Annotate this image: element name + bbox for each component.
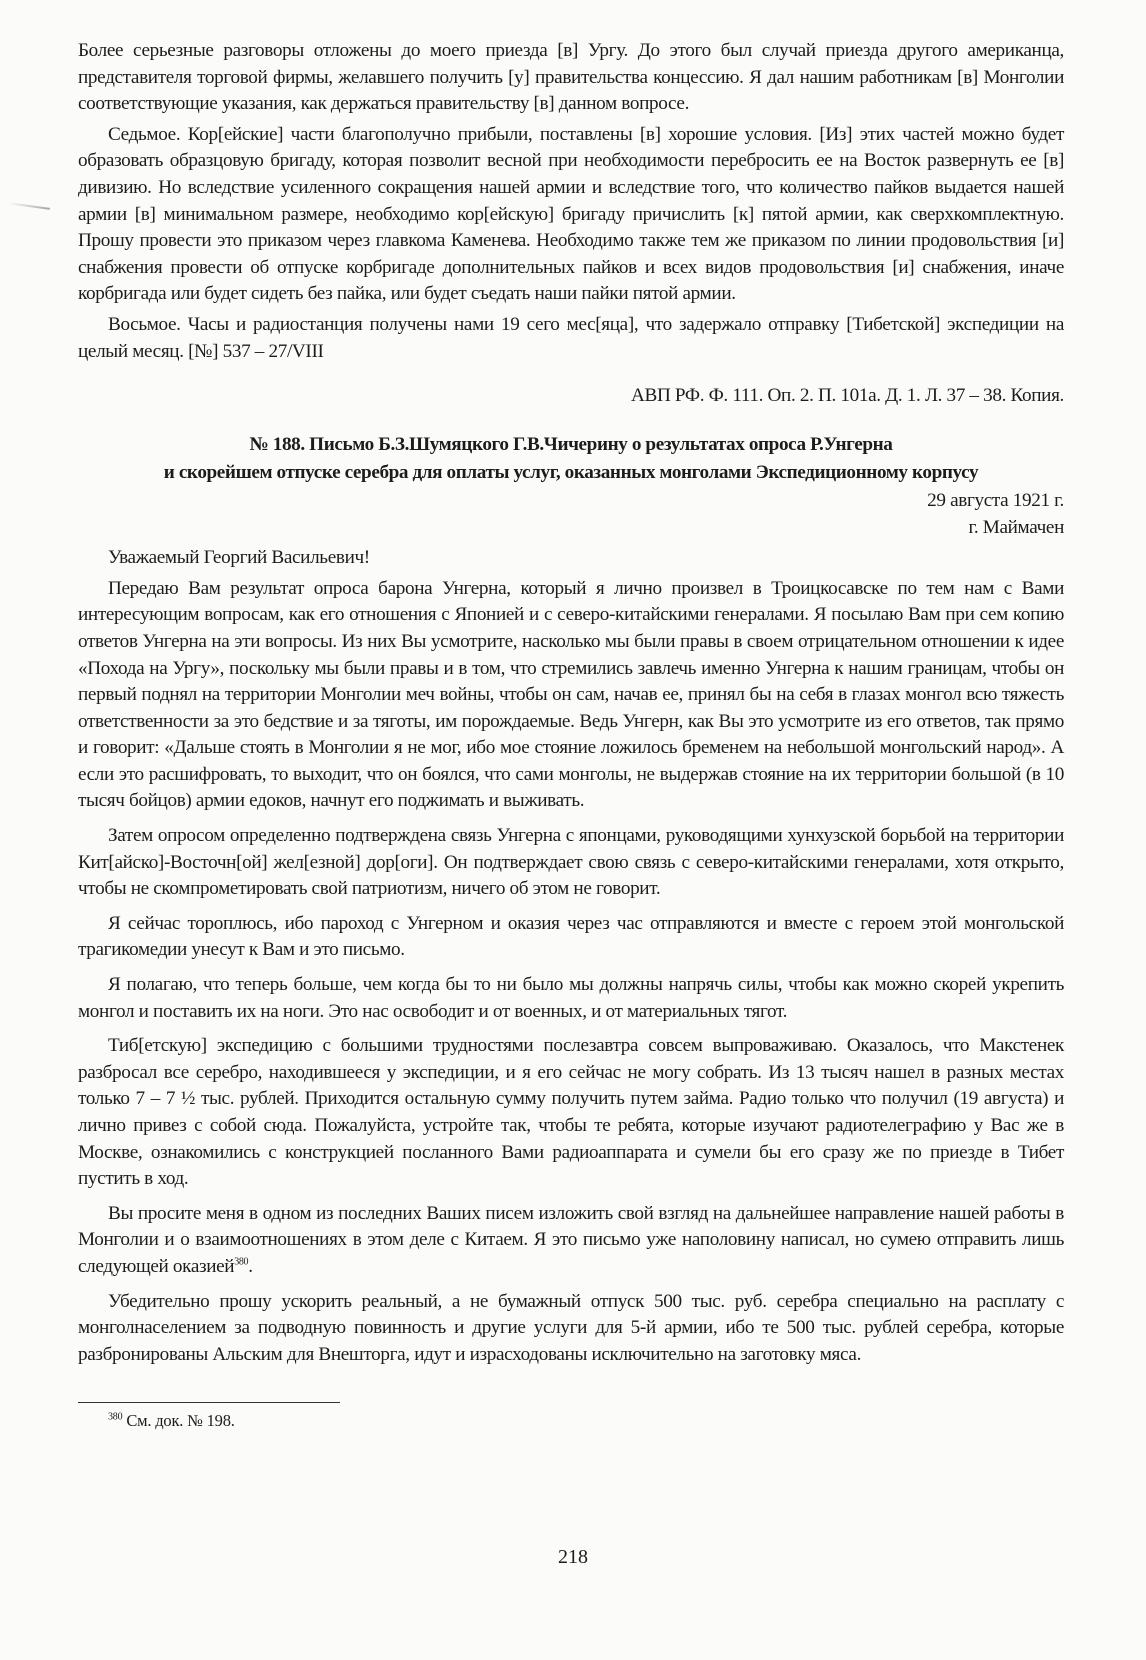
paragraph-text: Вы просите меня в одном из последних Ваших писем изложить свой взгляд на дальнейшее направление нашей работы в Монголии и о взаимоотношениях в этом деле с Китаем. Я это письмо уже наполовину написал, но сумею отправить лишь следующей оказией (78, 1202, 1064, 1277)
salutation: Уважаемый Георгий Васильевич! (108, 547, 370, 569)
footnote-number: 380 (108, 1411, 123, 1423)
paragraph: Восьмое. Часы и радиостанция получены нами 19 сего мес[яца], что задержало отправку [Тибетской] экспедиции на целый месяц. [№] 537 – 27/VIII (78, 313, 1064, 362)
previous-document-continuation (78, 38, 1064, 407)
archive-source-citation: АВП РФ. Ф. 111. Оп. 2. П. 101а. Д. 1. Л. 37 – 38. Копия. (631, 385, 1064, 407)
paragraph: Передаю Вам результат опроса барона Унгерна, который я лично произвел в Троицкосавске по тем нам с Вами интересующим вопросам, как его отношения с Японией и с северо-китайскими генералами. Я посылаю Вам при сем копию ответов Унгерна на эти вопросы. Из них Вы усмотрите, насколько мы были правы в своем отрицательном отношении к идее «Похода на Ургу», поскольку мы были правы и в том, что стремились завлечь именно Унгерна к нашим границам, чтобы он первый поднял на территории Монголии меч войны, чтобы он сам, начав ее, принял бы на себя в глазах монгол всю тяжесть ответственности за это бедствие и за тяготы, им порождаемые. Ведь Унгерн, как Вы это усмотрите из его ответов, так прямо и говорит: «Дальше стоять в Монголии я не мог, ибо мое стояние ложилось бременем на небольшой монгольский народ». А если это расшифровать, то выходит, что он боялся, что сами монголы, не выдержав стояние на их территории большой (в 10 тысяч бойцов) армии едоков, начнут его поджимать и выживать. (78, 577, 1064, 812)
page-number: 218 (558, 1546, 588, 1568)
paragraph: Тиб[етскую] экспедицию с большими трудностями послезавтра совсем выпроваживаю. Оказалось, что Макстенек разбросал все серебро, находившееся у экспедиции, и я его сейчас не могу собрать. Из 13 тысяч нашел в разных местах только 7 – 7 ½ тыс. рублей. Приходится остальную сумму получить путем займа. Радио только что получил (19 августа) и лично привез с собой сюда. Пожалуйста, устройте так, чтобы те ребята, которые изучают радиотелеграфию у Вас же в Москве, ознакомились с конструкцией посланного Вами радиоаппарата и сумели бы его сразу же по приезде в Тибет пустить в ход. (78, 1035, 1064, 1190)
paragraph: Я сейчас тороплюсь, ибо пароход с Унгерном и оказия через час отправляются и вместе с героем этой монгольской трагикомедии унесут к Вам и это письмо. (78, 912, 1064, 961)
paragraph: Я полагаю, что теперь больше, чем когда бы то ни было мы должны напрячь силы, чтобы как можно скорей укрепить монгол и поставить их на ноги. Это нас освободит и от военных, и от материальных тягот. (78, 974, 1064, 1022)
paragraph: Убедительно прошу ускорить реальный, а не бумажный отпуск 500 тыс. руб. серебра специально на расплату с монголнаселением за подводную повинность и другие услуги для 5-й армии, ибо те 500 тыс. рублей серебра, которые разбронированы Альским для Внешторга, идут и израсходованы исключительно на заготовку мяса. (78, 1290, 1064, 1365)
document-188 (78, 431, 1064, 1368)
paragraph-end: . (248, 1255, 253, 1277)
scan-margin-mark (8, 202, 50, 210)
document-place: г. Маймачен (968, 517, 1064, 539)
document-title (78, 431, 1064, 487)
paragraph: Седьмое. Кор[ейские] части благополучно прибыли, поставлены [в] хорошие условия. [Из] этих частей можно будет образовать образцовую бригаду, которая позволит весной при необходимости перебросить ее на Восток развернуть ее [в] дивизию. Но вследствие усиленного сокращения нашей армии и вследствие того, что количество пайков выдается нашей армии [в] минимальном размере, необходимо кор[ейскую] бригаду причислить [к] пятой армии, как сверхкомплектную. Прошу провести это приказом через главкома Каменева. Необходимо также тем же приказом по линии продовольствия [и] снабжения провести об отпуске корбригаде дополнительных пайков и всех видов продовольствия [и] снабжения, иначе корбригада или будет сидеть без пайка, или будет съедать наши пайки пятой армии. (78, 123, 1064, 305)
paragraph: Более серьезные разговоры отложены до моего приезда [в] Ургу. До этого был случай приезда другого американца, представителя торговой фирмы, желавшего получить [у] правительства концессию. Я дал нашим работникам [в] Монголии соответствующие указания, как держаться правительству [в] данном вопросе. (78, 40, 1064, 115)
footnote-divider (78, 1402, 340, 1403)
paragraph-with-footnote (78, 1201, 1064, 1281)
paragraph: Затем опросом определенно подтверждена связь Унгерна с японцами, руководящими хунхузской борьбой на территории Кит[айско]-Восточн[ой] жел[езной] дор[оги]. Он подтверждает свою связь с северо-китайскими генералами, хотя открыто, чтобы не скомпрометировать свой патриотизм, ничего об этом не говорит. (78, 825, 1064, 900)
footnote-reference[interactable]: 380 (234, 1256, 249, 1268)
document-title-line-2: и скорейшем отпуске серебра для оплаты услуг, оказанных монголами Экспедиционному корпусу (163, 462, 979, 484)
document-date: 29 августа 1921 г. (927, 490, 1064, 512)
document-title-line-1: № 188. Письмо Б.З.Шумяцкого Г.В.Чичерину о результатах опроса Р.Унгерна (249, 434, 893, 456)
footnote (78, 1411, 1064, 1431)
footnote-text: См. док. № 198. (122, 1411, 235, 1431)
page-body (78, 38, 1064, 1431)
